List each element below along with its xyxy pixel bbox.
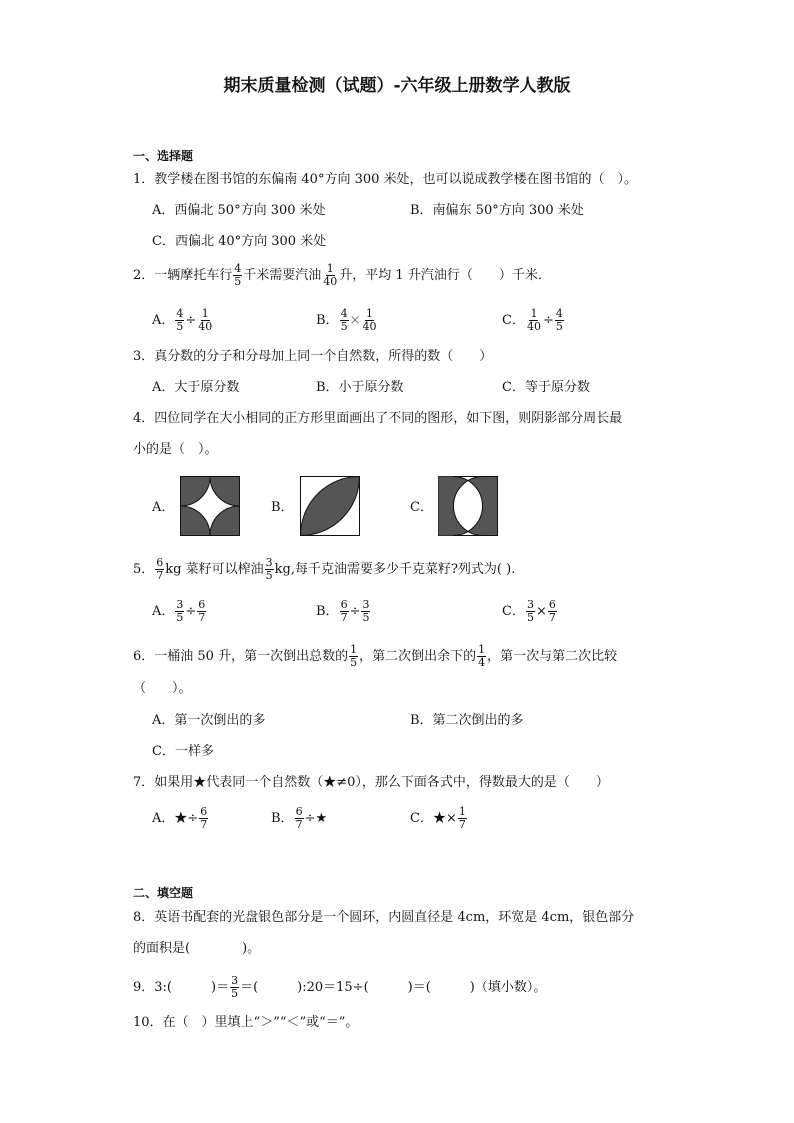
q2-pre: 2．一辆摩托车行 — [133, 267, 233, 283]
fraction: $\frac{6}{7}$ — [295, 805, 303, 831]
question-7-option-c[interactable]: C．★× $\frac{1}{7}$ — [410, 805, 466, 831]
question-4-option-c-label[interactable]: C． — [410, 500, 433, 515]
question-4-option-b-label[interactable]: B． — [271, 500, 294, 515]
question-3-stem: 3．真分数的分子和分母加上同一个自然数，所得的数（ ） — [133, 349, 493, 364]
question-10-stem: 10．在（ ）里填上“＞”“＜”或“＝”。 — [133, 1015, 359, 1030]
question-3-option-b[interactable]: B．小于原分数 — [316, 380, 404, 395]
fraction: $\frac{1}{4}$ — [478, 643, 486, 669]
fraction: $\frac{6}{7}$ — [200, 805, 208, 831]
fraction: $\frac{1}{40}$ — [526, 307, 541, 333]
question-1-option-a[interactable]: A．西偏北 50°方向 300 米处 — [152, 203, 326, 218]
question-2-option-a[interactable]: A． $\frac{4}{5}$ ÷ $\frac{1}{40}$ — [152, 307, 213, 333]
question-5-stem: 5． $\frac{6}{7}$ kg 菜籽可以榨油 $\frac{3}{5}$ kg,每千克油需要多少千克菜籽?列式为( ). — [133, 556, 516, 582]
question-1-option-b[interactable]: B．南偏东 50°方向 300 米处 — [410, 203, 584, 218]
question-2-option-b[interactable]: B． $\frac{4}{5}$ × $\frac{1}{40}$ — [316, 307, 377, 333]
section-fill-heading: 二、填空题 — [133, 886, 194, 900]
q5-number: 5． — [133, 561, 155, 577]
fraction: $\frac{1}{5}$ — [350, 643, 358, 669]
question-7-option-a[interactable]: A．★÷ $\frac{6}{7}$ — [152, 805, 208, 831]
question-2-option-c[interactable]: C． $\frac{1}{40}$ ÷ $\frac{4}{5}$ — [502, 307, 563, 333]
fraction: $\frac{6}{7}$ — [340, 598, 348, 624]
fraction: $\frac{1}{40}$ — [362, 307, 377, 333]
question-1-stem: 1．教学楼在图书馆的东偏南 40°方向 300 米处，也可以说成教学楼在图书馆的（ ）。 — [133, 172, 638, 187]
question-8-line1: 8．英语书配套的光盘银色部分是一个圆环，内圆直径是 4cm，环宽是 4cm，银色部分 — [133, 910, 635, 925]
fraction: $\frac{3}{5}$ — [362, 598, 370, 624]
question-4-line1: 4．四位同学在大小相同的正方形里面画出了不同的图形，如下图，则阴影部分周长最 — [133, 411, 623, 426]
four-quarter-circles-figure[interactable] — [180, 476, 240, 536]
fraction: $\frac{6}{7}$ — [156, 556, 164, 582]
question-4-line2: 小的是（ ）。 — [133, 442, 218, 457]
question-1-option-c[interactable]: C．西偏北 40°方向 300 米处 — [152, 234, 327, 249]
two-semicircles-figure[interactable] — [438, 476, 498, 536]
fraction: $\frac{6}{7}$ — [548, 598, 556, 624]
question-6-stem: 6．一桶油 50 升，第一次倒出总数的 $\frac{1}{5}$ ，第二次倒出余下的 $\frac{1}{4}$ ，第一次与第二次比较 — [133, 643, 618, 669]
fraction: $\frac{4}{5}$ — [340, 307, 348, 333]
question-3-option-c[interactable]: C．等于原分数 — [502, 380, 590, 395]
leaf-shape-figure[interactable] — [300, 476, 360, 536]
fraction: $\frac{3}{5}$ — [231, 974, 239, 1000]
fraction: $\frac{3}{5}$ — [526, 598, 534, 624]
question-6-option-c[interactable]: C．一样多 — [152, 744, 214, 759]
question-3-option-a[interactable]: A．大于原分数 — [152, 380, 240, 395]
question-6-option-a[interactable]: A．第一次倒出的多 — [152, 713, 266, 728]
question-6-line2: （ ）。 — [133, 681, 192, 696]
fraction: $\frac{4}{5}$ — [176, 307, 184, 333]
question-7-option-b[interactable]: B． $\frac{6}{7}$ ÷★ — [271, 805, 328, 831]
fraction: $\frac{1}{40}$ — [323, 262, 338, 288]
fraction: $\frac{1}{40}$ — [198, 307, 213, 333]
fraction: $\frac{3}{5}$ — [265, 556, 273, 582]
question-5-option-b[interactable]: B． $\frac{6}{7}$ ÷ $\frac{3}{5}$ — [316, 598, 370, 624]
fraction: $\frac{3}{5}$ — [176, 598, 184, 624]
page-title: 期末质量检测（试题）-六年级上册数学人教版 — [223, 76, 571, 96]
fraction: $\frac{1}{7}$ — [458, 805, 466, 831]
fraction: $\frac{4}{5}$ — [234, 262, 242, 288]
question-2-stem — [133, 263, 551, 288]
question-9-stem: 9．3:( )＝ $\frac{3}{5}$ ＝( ):20＝15÷( )＝( )（填小数）。 — [133, 974, 547, 1000]
fraction: $\frac{6}{7}$ — [198, 598, 206, 624]
question-5-option-a[interactable]: A． $\frac{3}{5}$ ÷ $\frac{6}{7}$ — [152, 598, 206, 624]
q2-mid: 千米需要汽油 — [243, 267, 322, 283]
question-7-stem: 7．如果用★代表同一个自然数（★≠0），那么下面各式中，得数最大的是（ ） — [133, 775, 609, 790]
section-choice-heading: 一、选择题 — [133, 149, 194, 163]
question-8-line2: 的面积是( )。 — [133, 941, 261, 956]
question-5-option-c[interactable]: C． $\frac{3}{5}$ × $\frac{6}{7}$ — [502, 598, 556, 624]
fraction: $\frac{4}{5}$ — [555, 307, 563, 333]
q2-post: 升，平均 1 升汽油行（ ）千米． — [339, 267, 551, 283]
question-6-option-b[interactable]: B．第二次倒出的多 — [410, 713, 524, 728]
question-4-option-a-label[interactable]: A． — [152, 500, 175, 515]
